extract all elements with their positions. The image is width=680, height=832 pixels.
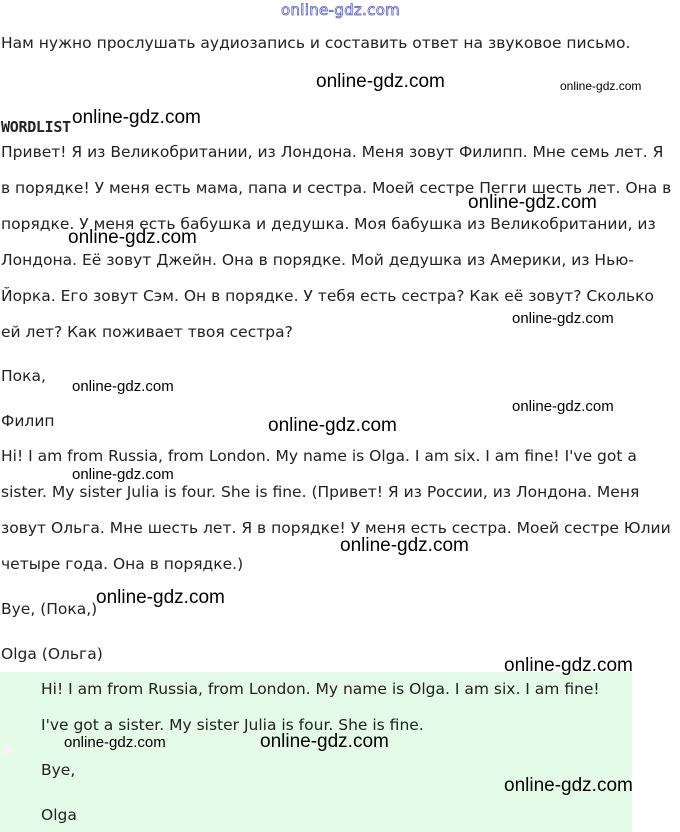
letter-line: Йорка. Его зовут Сэм. Он в порядке. У тебя есть сестра? Как её зовут? Сколько: [1, 287, 654, 305]
watermark: online-gdz.com: [316, 71, 445, 92]
reply-line: Hi! I am from Russia, from London. My name is Olga. I am six. I am fine! I've got a: [1, 447, 637, 465]
letter-closing: Пока,: [1, 367, 46, 385]
letter-line: в порядке! У меня есть мама, папа и сестра. Моей сестре Пегги шесть лет. Она в: [1, 179, 672, 197]
reply-closing: Bye, (Пока,): [1, 600, 98, 618]
watermark: online-gdz.com: [512, 398, 614, 415]
reply-line: sister. My sister Julia is four. She is fine. (Привет! Я из России, из Лондона. Меня: [1, 483, 640, 501]
letter-line: ей лет? Как поживает твоя сестра?: [1, 323, 293, 341]
watermark: online-gdz.com: [340, 535, 469, 556]
answer-line: Hi! I am from Russia, from London. My name is Olga. I am six. I am fine!: [41, 680, 600, 698]
watermark: online-gdz.com: [72, 107, 201, 128]
watermark: online-gdz.com: [96, 587, 225, 608]
watermark: online-gdz.com: [72, 466, 174, 483]
play-icon[interactable]: [3, 743, 14, 757]
wordlist-heading: WORDLIST: [1, 118, 71, 136]
watermark: online-gdz.com: [504, 655, 633, 676]
intro-text: Нам нужно прослушать аудиозапись и составить ответ на звуковое письмо.: [1, 34, 631, 52]
reply-text: [1, 438, 679, 582]
reply-signature: Olga (Ольга): [1, 645, 103, 663]
letter-line: Привет! Я из Великобритании, из Лондона. Меня зовут Филипп. Мне семь лет. Я: [1, 143, 664, 161]
watermark: online-gdz.com: [72, 378, 174, 395]
reply-line: четыре года. Она в порядке.): [1, 555, 244, 573]
site-logo[interactable]: online-gdz.com: [281, 1, 401, 19]
letter-line: порядке. У меня есть бабушка и дедушка. Моя бабушка из Великобритании, из: [1, 215, 656, 233]
watermark: online-gdz.com: [268, 415, 397, 436]
watermark: online-gdz.com: [504, 775, 633, 796]
watermark: online-gdz.com: [512, 310, 614, 327]
letter-line: Лондона. Её зовут Джейн. Она в порядке. Мой дедушка из Америки, из Нью-: [1, 251, 634, 269]
answer-line: Bye,: [41, 761, 76, 779]
answer-line: I've got a sister. My sister Julia is four. She is fine.: [41, 716, 424, 734]
watermark: online-gdz.com: [68, 227, 197, 248]
watermark: online-gdz.com: [260, 731, 389, 752]
answer-line: Olga: [41, 806, 77, 824]
reply-line: зовут Ольга. Мне шесть лет. Я в порядке! У меня есть сестра. Моей сестре Юлии: [1, 519, 671, 537]
watermark: online-gdz.com: [64, 734, 166, 751]
watermark: online-gdz.com: [560, 79, 642, 93]
watermark: online-gdz.com: [468, 192, 597, 213]
letter-signature: Филип: [1, 412, 55, 430]
